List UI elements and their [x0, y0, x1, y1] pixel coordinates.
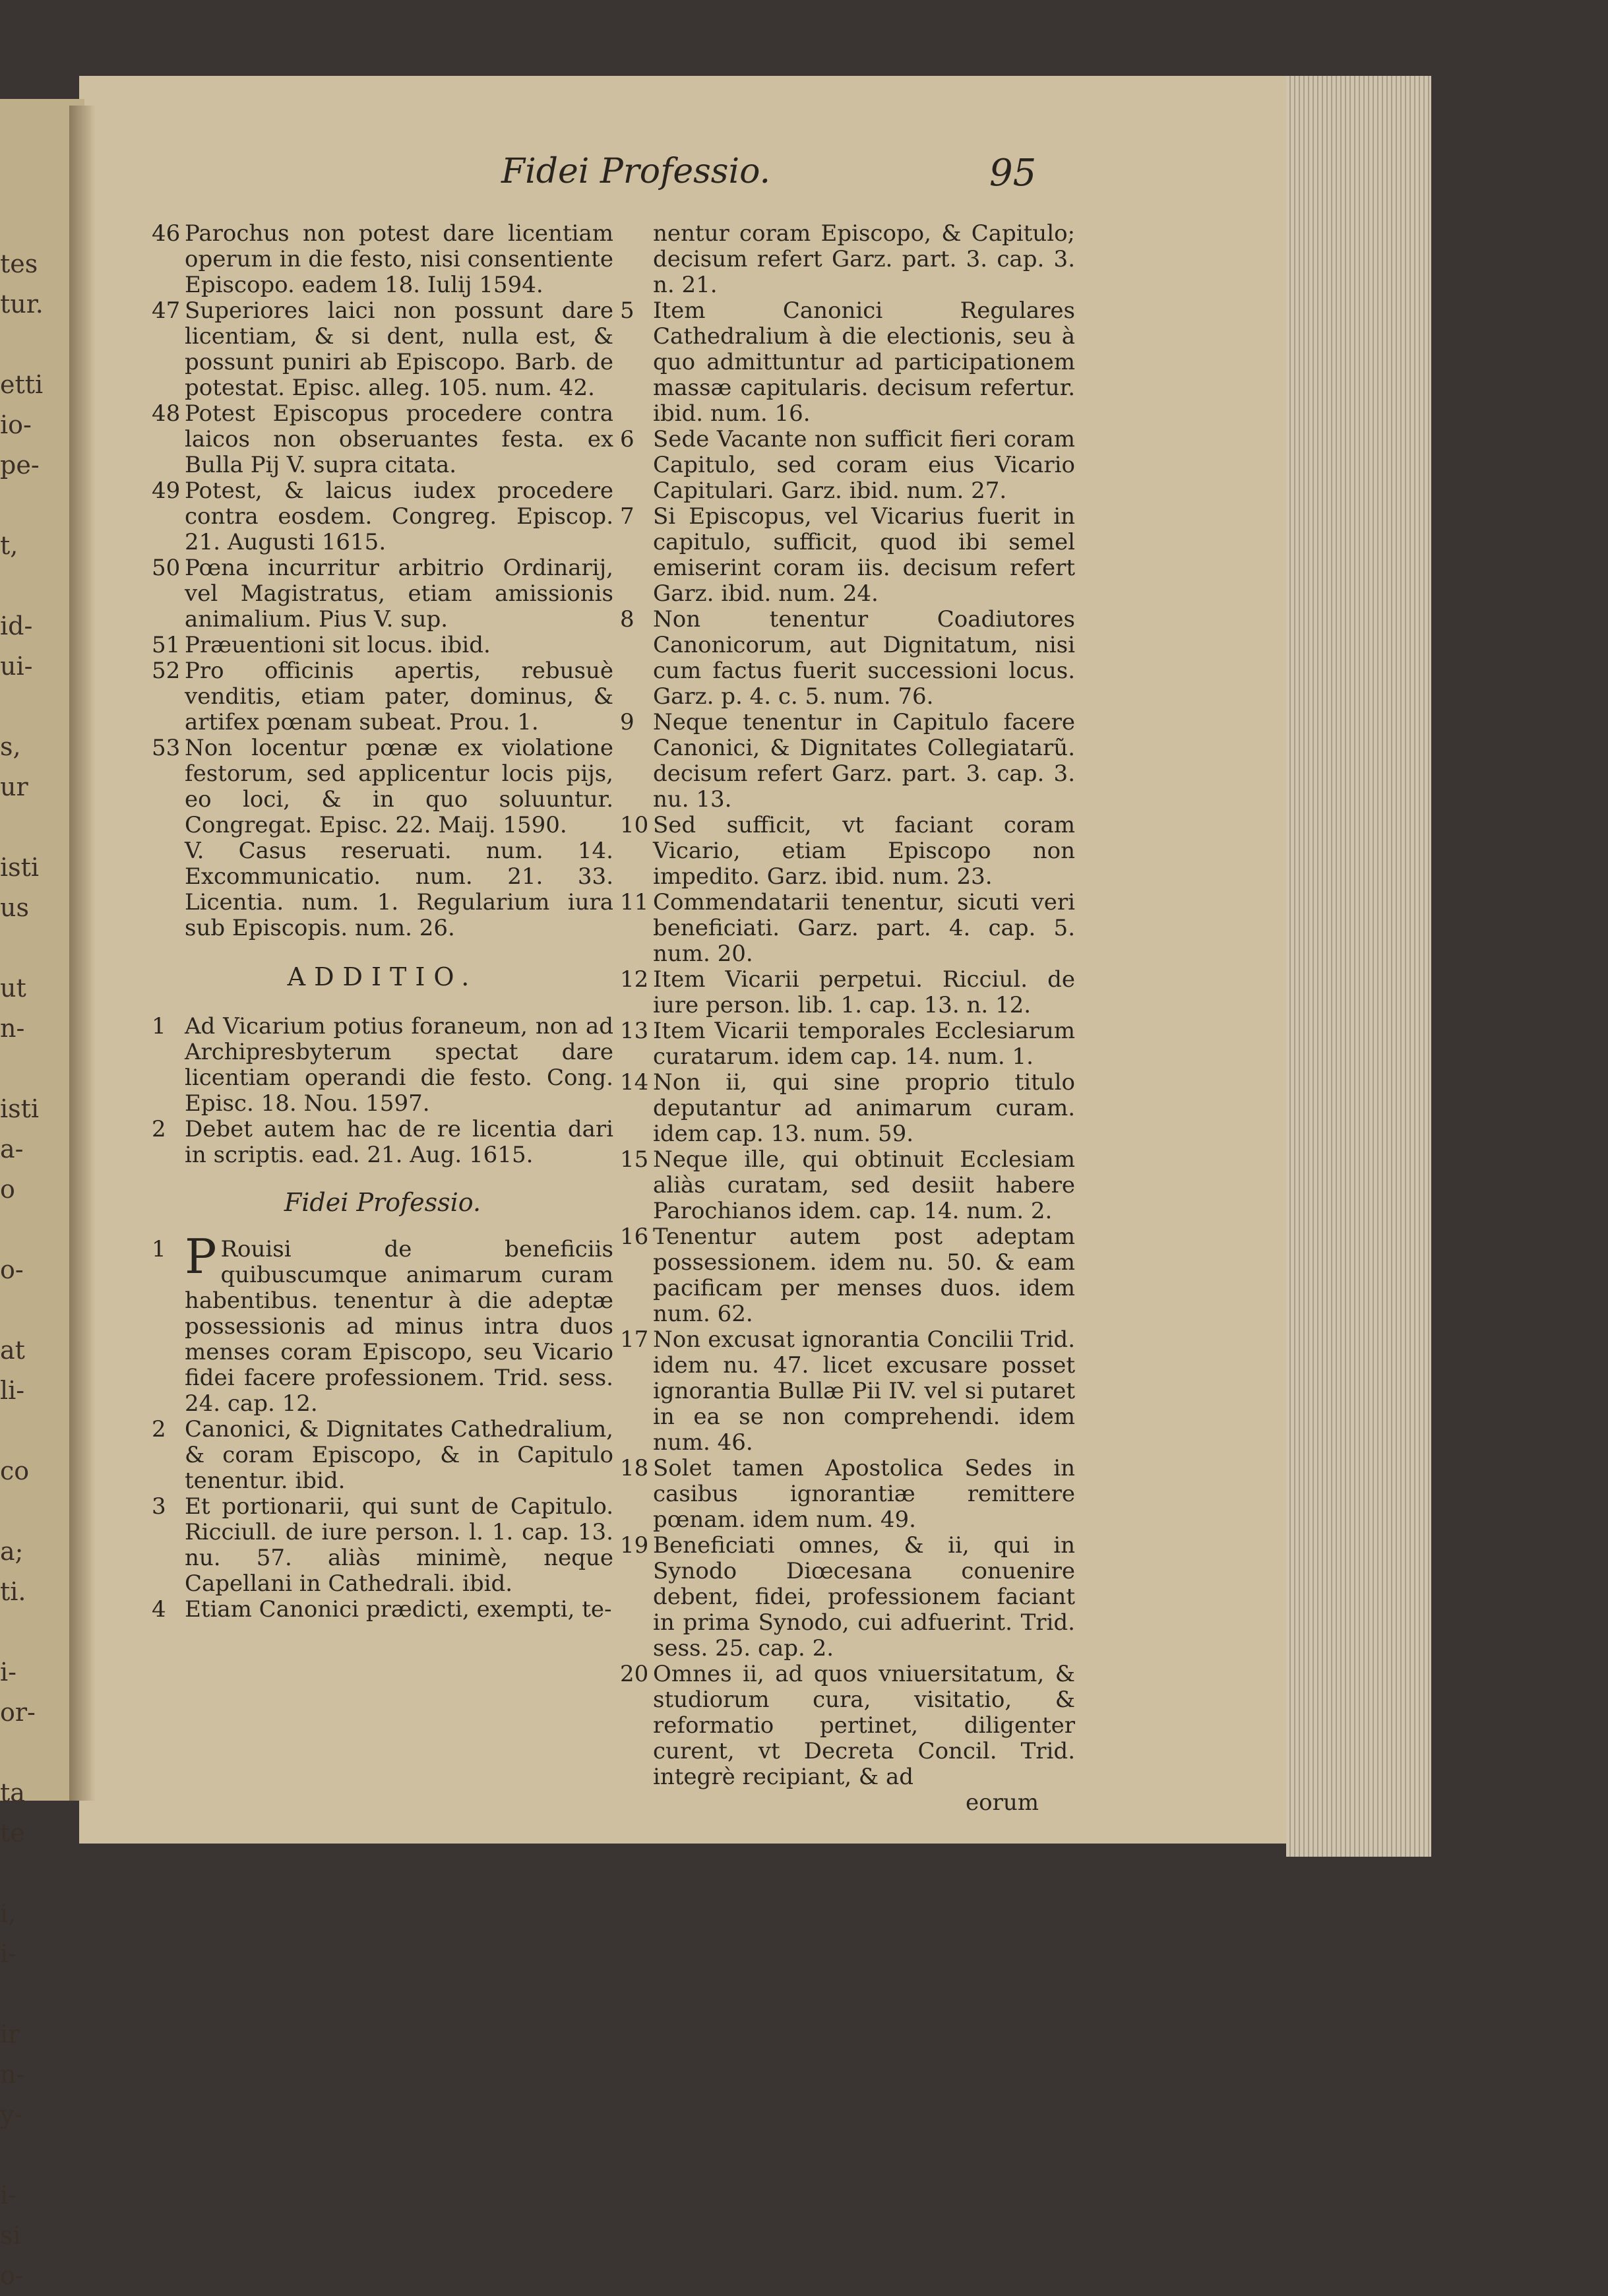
entry [620, 967, 1075, 1018]
entry [620, 1224, 1075, 1327]
entry [620, 504, 1075, 607]
entry-number: 6 [620, 426, 634, 452]
entry [620, 890, 1075, 967]
entry-number: 12 [620, 966, 649, 993]
margin-fragment [0, 1049, 73, 1089]
entry-text: Omnes ii, ad quos vniuersitatum, & studiorum cura, visitatio, & reformatio pertinet, diligenter curent, vt Decreta Concil. Trid. integrè recipiant, & ad [653, 1661, 1075, 1790]
entry [620, 221, 1075, 298]
margin-fragment: i- [0, 2181, 16, 2210]
entry-number: 46 [152, 220, 181, 247]
entry [152, 1014, 613, 1117]
margin-fragment [0, 325, 73, 365]
entry [152, 735, 613, 838]
page-number: 95 [989, 152, 1037, 195]
margin-fragment: pe- [0, 450, 40, 480]
entry-number: 1 [152, 1236, 166, 1262]
margin-fragment: si [0, 2221, 21, 2250]
margin-fragment: n- [0, 2060, 25, 2089]
entry [152, 298, 613, 401]
entry [152, 221, 613, 298]
entry-number: 10 [620, 812, 649, 838]
margin-fragment: n- [0, 1014, 25, 1043]
entry-text: Non excusat ignorantia Concilii Trid. idem nu. 47. licet excusare posset ignorantia Bullæ Pii IV. vel si putaret in ea se non comprehendi. idem num. 46. [653, 1326, 1075, 1456]
margin-fragment [0, 1733, 73, 1773]
margin-fragment: o- [0, 2261, 24, 2290]
entry [620, 1456, 1075, 1533]
entry-text: Neque tenentur in Capitulo facere Canonici, & Dignitates Collegiatarũ. decisum refert Garz. part. 3. cap. 3. nu. 13. [653, 709, 1075, 813]
entry [152, 838, 613, 941]
entry-text: Non ii, qui sine proprio titulo deputantur ad animarum curam. idem cap. 13. num. 59. [653, 1069, 1075, 1147]
entry-text: V. Casus reseruati. num. 14. Excommunicatio. num. 21. 33. Licentia. num. 1. Regularium iura sub Episcopis. num. 26. [185, 838, 613, 941]
margin-fragment: ta [0, 1778, 25, 1807]
entry [152, 658, 613, 735]
entry [620, 813, 1075, 890]
entry-number: 16 [620, 1224, 649, 1250]
entry-number: 9 [620, 709, 634, 735]
margin-fragment: tes [0, 249, 38, 278]
entry-number: 2 [152, 1116, 166, 1142]
margin-fragment [0, 566, 73, 606]
margin-fragment [0, 1290, 73, 1330]
entry-text [185, 1229, 613, 1417]
entry [620, 607, 1075, 710]
entry-text: Superiores laici non possunt dare licentiam, & si dent, nulla est, & possunt puniri ab Episcopo. Barb. de potestat. Episc. alleg. 105. num. 42. [185, 297, 613, 401]
margin-fragment: ui- [0, 652, 33, 681]
entry-text: Pro officinis apertis, rebusuè venditis, etiam pater, dominus, & artifex pœnam subeat. Prou. 1. [185, 658, 613, 735]
entry-number: 52 [152, 658, 181, 684]
margin-fragment: y- [0, 2100, 23, 2129]
entry [152, 633, 613, 658]
margin-fragment: at [0, 1336, 25, 1365]
entry-number: 13 [620, 1018, 649, 1044]
entry-text: Item Vicarii perpetui. Ricciul. de iure person. lib. 1. cap. 13. n. 12. [653, 966, 1075, 1018]
header-title: Fidei Professio. [501, 152, 771, 191]
margin-fragment: ur [0, 772, 28, 801]
entry [152, 1417, 613, 1494]
margin-fragment: isti [0, 1094, 40, 1123]
margin-fragment: etti [0, 370, 44, 399]
margin-fragment: a- [0, 1134, 24, 1164]
additio-entries [152, 1014, 613, 1168]
margin-fragment: io- [0, 410, 32, 439]
margin-fragment: or- [0, 1698, 36, 1727]
entry-text: Beneficiati omnes, & ii, qui in Synodo Diœcesana conuenire debent, fidei, professionem faciant in prima Synodo, cui adfuerint. Trid. sess. 25. cap. 2. [653, 1532, 1075, 1661]
entry-number: 7 [620, 503, 634, 530]
margin-fragment [0, 2135, 73, 2175]
entry-text: Pœna incurritur arbitrio Ordinarij, vel Magistratus, etiam amissionis animalium. Pius V. sup. [185, 555, 613, 633]
entry-text: Solet tamen Apostolica Sedes in casibus ignorantiæ remittere pœnam. idem num. 49. [653, 1455, 1075, 1533]
entry [620, 1147, 1075, 1224]
margin-fragment: a; [0, 1537, 24, 1566]
entry-number: 49 [152, 478, 181, 504]
entry-number: 3 [152, 1493, 166, 1520]
entry [620, 1661, 1075, 1790]
entry-number: 1 [152, 1013, 166, 1039]
entry [152, 555, 613, 633]
entry-number: 47 [152, 297, 181, 324]
margin-fragment [0, 485, 73, 526]
margin-fragment: i- [0, 1658, 16, 1687]
entry [620, 710, 1075, 813]
left-column [152, 221, 613, 1623]
additio-heading: ADDITIO. [287, 962, 478, 991]
entry [620, 1327, 1075, 1456]
entry-text: Tenentur autem post adeptam possessionem. idem nu. 50. & eam pacificam per menses duos. idem num. 62. [653, 1224, 1075, 1327]
margin-fragment: o [0, 1175, 15, 1204]
entry-number: 4 [152, 1596, 166, 1623]
margin-fragment: us [0, 893, 29, 922]
entry-number: 20 [620, 1661, 649, 1687]
margin-fragment: li- [0, 1376, 25, 1405]
entry-body: Rouisi de beneficiis quibuscumque animarum curam habentibus. tenentur à die adeptæ possessionis ad minus intra duos menses coram Episcopo, seu Vicario fidei facere professionem. Trid. sess. 24. cap. 12. [185, 1236, 613, 1417]
entry [620, 1018, 1075, 1070]
entry-text: Non tenentur Coadiutores Canonicorum, aut Dignitatum, nisi cum factus fuerit successioni locus. Garz. p. 4. c. 5. num. 76. [653, 606, 1075, 710]
entry-number: 19 [620, 1532, 649, 1559]
entry [620, 298, 1075, 427]
entry [152, 1117, 613, 1168]
entry-number: 18 [620, 1455, 649, 1481]
entry-text: Potest, & laicus iudex procedere contra eosdem. Congreg. Episcop. 21. Augusti 1615. [185, 478, 613, 555]
entry-text: Canonici, & Dignitates Cathedralium, & coram Episcopo, & in Capitulo tenentur. ibid. [185, 1416, 613, 1494]
margin-fragment [0, 1210, 73, 1250]
margin-fragment [0, 687, 73, 727]
entry-number: 50 [152, 555, 181, 581]
entry-text: Præuentioni sit locus. ibid. [185, 632, 491, 658]
entry-text: Neque ille, qui obtinuit Ecclesiam aliàs curatam, sed desiit habere Parochianos idem. cap. 14. num. 2. [653, 1146, 1075, 1224]
entry-text: Non locentur pœnæ ex violatione festorum, sed applicentur locis pijs, eo loci, & in quo soluuntur. Congregat. Episc. 22. Maij. 1590. [185, 735, 613, 838]
entry-number: 51 [152, 632, 181, 658]
entry-text: Sed sufficit, vt faciant coram Vicario, etiam Episcopo non impedito. Garz. ibid. num. 23. [653, 812, 1075, 890]
margin-fragment: tur. [0, 290, 44, 319]
entry-text: Potest Episcopus procedere contra laicos non obseruantes festa. ex Bulla Pij V. supra citata. [185, 400, 613, 478]
left-entries [152, 221, 613, 941]
entry-text: Sede Vacante non sufficit fieri coram Capitulo, sed coram eius Vicario Capitulari. Garz. ibid. num. 27. [653, 426, 1075, 504]
entry-text: nentur coram Episcopo, & Capitulo; decisum refert Garz. part. 3. cap. 3. n. 21. [653, 220, 1075, 298]
entry [152, 478, 613, 555]
entry-text: Etiam Canonici prædicti, exempti, te- [185, 1596, 612, 1623]
margin-fragment: ir [0, 2020, 20, 2049]
entry-number: 53 [152, 735, 181, 761]
entry-number: 8 [620, 606, 634, 633]
entry-number: 17 [620, 1326, 649, 1353]
entry-text: Parochus non potest dare licentiam operum in die festo, nisi consentiente Episcopo. eadem 18. Iulij 1594. [185, 220, 613, 298]
margin-fragment [0, 1853, 73, 1894]
entry [620, 427, 1075, 504]
margin-fragment: id- [0, 611, 33, 640]
margin-fragment: o- [0, 1255, 24, 1284]
entry-number: 11 [620, 889, 649, 915]
entry [620, 1070, 1075, 1147]
entry-text: Item Canonici Regulares Cathedralium à die electionis, seu à quo admittuntur ad participationem massæ capitularis. decisum refertur. ibid. num. 16. [653, 297, 1075, 427]
margin-fragment [0, 928, 73, 968]
margin-fragment: co [0, 1456, 30, 1485]
margin-fragment: te [0, 1818, 25, 1847]
margin-fragment: ti. [0, 1577, 26, 1606]
entry-number: 14 [620, 1069, 649, 1096]
page-edges [1286, 76, 1431, 1857]
entry [152, 1494, 613, 1597]
margin-fragment [0, 807, 73, 848]
margin-fragment [0, 1974, 73, 2014]
margin-fragment: s, [0, 732, 21, 761]
margin-fragment: isti [0, 853, 40, 882]
entry-text: Item Vicarii temporales Ecclesiarum curatarum. idem cap. 14. num. 1. [653, 1018, 1075, 1070]
running-header [501, 152, 1161, 204]
margin-fragment: t, [0, 531, 18, 560]
margin-fragment: i- [0, 1939, 16, 1968]
entry-text: Si Episcopus, vel Vicarius fuerit in capitulo, sufficit, quod ibi semel emiserint coram iis. decisum refert Garz. ibid. num. 24. [653, 503, 1075, 607]
margin-fragment [0, 1411, 73, 1451]
right-entries [620, 221, 1075, 1790]
entry [152, 401, 613, 478]
drop-cap: P [185, 1229, 217, 1284]
entry-text: Commendatarii tenentur, sicuti veri beneficiati. Garz. part. 4. cap. 5. num. 20. [653, 889, 1075, 967]
margin-fragment: ut [0, 974, 26, 1003]
catchword: eorum [966, 1789, 1039, 1816]
right-column [620, 221, 1075, 1816]
entry-number: 48 [152, 400, 181, 427]
entry-number: 2 [152, 1416, 166, 1443]
margin-fragment: i, [0, 1899, 16, 1928]
margin-fragment [0, 1612, 73, 1652]
section-heading: Fidei Professio. [284, 1188, 481, 1217]
entry-text: Et portionarii, qui sunt de Capitulo. Ricciull. de iure person. l. 1. cap. 13. nu. 57. aliàs minimè, neque Capellani in Cathedrali. ibid. [185, 1493, 613, 1597]
left-page-fragments [0, 244, 73, 2296]
entry-text: Debet autem hac de re licentia dari in scriptis. ead. 21. Aug. 1615. [185, 1116, 613, 1168]
entry [152, 1597, 613, 1623]
book-gutter [69, 106, 96, 1801]
entry-number: 15 [620, 1146, 649, 1173]
section-entries [152, 1229, 613, 1623]
margin-fragment [0, 1491, 73, 1532]
entry-number: 5 [620, 297, 634, 324]
entry [620, 1533, 1075, 1661]
entry [152, 1229, 613, 1417]
entry-text: Ad Vicarium potius foraneum, non ad Archipresbyterum spectat dare licentiam operandi die festo. Cong. Episc. 18. Nou. 1597. [185, 1013, 613, 1117]
